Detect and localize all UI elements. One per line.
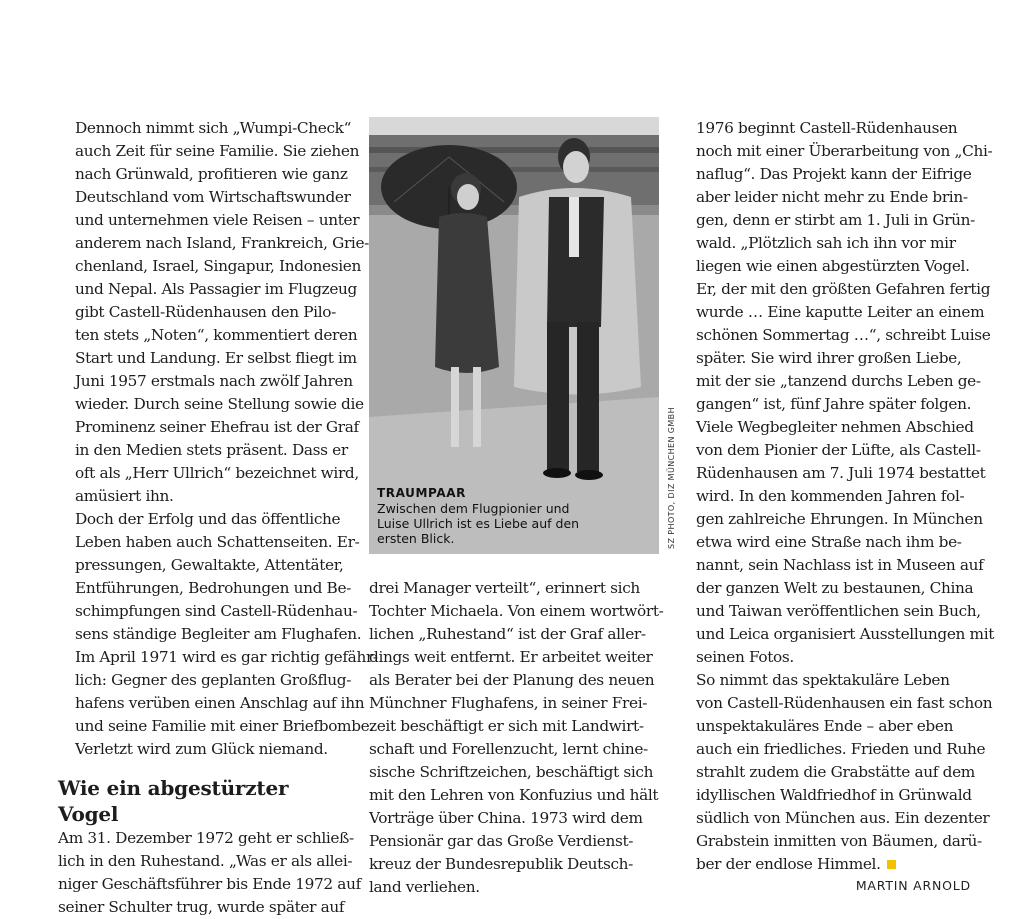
- article-photo: [369, 117, 659, 554]
- paragraph: [58, 117, 369, 508]
- text-line: gen, denn er stirbt am 1. Juli in Grün-: [696, 211, 976, 229]
- text-line: Er, der mit den größten Gefahren fertig: [696, 280, 991, 298]
- text-line: wird. In den kommenden Jahren fol-: [696, 487, 965, 505]
- text-line: strahlt zudem die Grabstätte auf dem: [696, 763, 975, 781]
- text-line: auch Zeit für seine Familie. Sie ziehen: [75, 142, 360, 160]
- paragraph: [58, 508, 378, 761]
- text-line: oft als „Herr Ullrich“ bezeichnet wird,: [75, 464, 359, 482]
- caption-text: Zwischen dem Flugpionier und Luise Ullrich ist es Liebe auf den ersten Blick.: [377, 501, 580, 546]
- text-line: lich: Gegner des geplanten Großflug-: [75, 671, 352, 689]
- text-line: südlich von München aus. Ein dezenter: [696, 809, 990, 827]
- text-line: der ganzen Welt zu bestaunen, China: [696, 579, 974, 597]
- text-line: mit der sie „tanzend durchs Leben ge-: [696, 372, 981, 390]
- text-line: ten stets „Noten“, kommentiert deren: [75, 326, 358, 344]
- text-line: gibt Castell-Rüdenhausen den Pilo-: [75, 303, 336, 321]
- text-line: von Castell-Rüdenhausen ein fast schon: [696, 694, 993, 712]
- text-line: Vorträge über China. 1973 wird dem: [369, 809, 643, 827]
- text-line: sische Schriftzeichen, beschäftigt sich: [369, 763, 654, 781]
- text-line: und unternehmen viele Reisen – unter: [75, 211, 360, 229]
- text-line: Viele Wegbegleiter nehmen Abschied: [696, 418, 974, 436]
- text-line: naflug“. Das Projekt kann der Eifrige: [696, 165, 972, 183]
- photo-credit: SZ PHOTO, DIZ MÜNCHEN GMBH: [667, 407, 676, 549]
- text-line: Rüdenhausen am 7. Juli 1974 bestattet: [696, 464, 986, 482]
- text-line: in den Medien stets präsent. Dass er: [75, 441, 348, 459]
- paragraph: [679, 117, 993, 416]
- photo-caption: [377, 486, 587, 546]
- text-line: Am 31. Dezember 1972 geht er schließ-: [58, 829, 354, 847]
- text-line: 1976 beginnt Castell-Rüdenhausen: [696, 119, 958, 137]
- text-line: von dem Pionier der Lüfte, als Castell-: [696, 441, 981, 459]
- text-line: Verletzt wird zum Glück niemand.: [75, 740, 328, 758]
- text-line: idyllischen Waldfriedhof in Grünwald: [696, 786, 972, 804]
- text-line: land verliehen.: [369, 878, 480, 896]
- text-line: amüsiert ihn.: [75, 487, 174, 505]
- text-line: und seine Familie mit einer Briefbombe.: [75, 717, 374, 735]
- text-line: zeit beschäftigt er sich mit Landwirt-: [369, 717, 644, 735]
- text-line: lichen „Ruhestand“ ist der Graf aller-: [369, 625, 646, 643]
- text-line: Im April 1971 wird es gar richtig gefähr-: [75, 648, 378, 666]
- article-column-2: [369, 577, 664, 899]
- text-line: später. Sie wird ihrer großen Liebe,: [696, 349, 962, 367]
- text-line: ber der endlose Himmel.: [679, 853, 971, 876]
- paragraph: [679, 416, 995, 669]
- text-line: und Taiwan veröffentlichen sein Buch,: [696, 602, 981, 620]
- text-line: niger Geschäftsführer bis Ende 1972 auf: [58, 875, 361, 893]
- text-line: und Leica organisiert Ausstellungen mit: [696, 625, 995, 643]
- text-line: dings weit entfernt. Er arbeitet weiter: [369, 648, 653, 666]
- text-line: Leben haben auch Schattenseiten. Er-: [75, 533, 360, 551]
- text-line: Doch der Erfolg und das öffentliche: [75, 510, 341, 528]
- text-line: Grabstein inmitten von Bäumen, darü-: [696, 832, 982, 850]
- text-line: wurde … Eine kaputte Leiter an einem: [696, 303, 985, 321]
- text-line: So nimmt das spektakuläre Leben: [696, 671, 950, 689]
- article-column-1: [58, 117, 378, 919]
- text-line: auch ein friedliches. Frieden und Ruhe: [696, 740, 986, 758]
- text-line: nach Grünwald, profitieren wie ganz: [75, 165, 348, 183]
- text-line: Tochter Michaela. Von einem wortwört-: [369, 602, 664, 620]
- text-line: seinen Fotos.: [696, 648, 794, 666]
- text-line: hafens verüben einen Anschlag auf ihn: [75, 694, 365, 712]
- text-line: als Berater bei der Planung des neuen: [369, 671, 655, 689]
- text-line: Entführungen, Bedrohungen und Be-: [75, 579, 351, 597]
- text-line: anderem nach Island, Frankreich, Grie-: [75, 234, 369, 252]
- text-line: kreuz der Bundesrepublik Deutsch-: [369, 855, 633, 873]
- text-line: pressungen, Gewaltakte, Attentäter,: [75, 556, 344, 574]
- end-mark-icon: [887, 860, 896, 869]
- text-line: Start und Landung. Er selbst fliegt im: [75, 349, 357, 367]
- text-line: sens ständige Begleiter am Flughafen.: [75, 625, 362, 643]
- caption-kicker: TRAUMPAAR: [377, 486, 466, 500]
- paragraph: [58, 827, 361, 919]
- text-line: etwa wird eine Straße nach ihm be-: [696, 533, 962, 551]
- text-line: gangen“ ist, fünf Jahre später folgen.: [696, 395, 972, 413]
- text-line: wald. „Plötzlich sah ich ihn vor mir: [696, 234, 956, 252]
- text-line: Deutschland vom Wirtschaftswunder: [75, 188, 351, 206]
- author-byline: MARTIN ARNOLD: [855, 878, 971, 893]
- text-line: chenland, Israel, Singapur, Indonesien: [75, 257, 361, 275]
- text-line: schaft und Forellenzucht, lernt chine-: [369, 740, 648, 758]
- paragraph: [679, 669, 993, 876]
- text-line: Münchner Flughafens, in seiner Frei-: [369, 694, 648, 712]
- text-line: seiner Schulter trug, wurde später auf: [58, 898, 345, 916]
- article-column-3: [679, 117, 995, 876]
- text-line: Dennoch nimmt sich „Wumpi-Check“: [75, 119, 352, 137]
- text-line: Pensionär gar das Große Verdienst-: [369, 832, 634, 850]
- text-line: schönen Sommertag …“, schreibt Luise: [696, 326, 991, 344]
- text-line: lich in den Ruhestand. „Was er als allei-: [58, 852, 353, 870]
- text-line: und Nepal. Als Passagier im Flugzeug: [75, 280, 357, 298]
- text-line: Prominenz seiner Ehefrau ist der Graf: [75, 418, 359, 436]
- paragraph: [369, 577, 664, 899]
- text-line: schimpfungen sind Castell-Rüdenhau-: [75, 602, 358, 620]
- text-line: Juni 1957 erstmals nach zwölf Jahren: [75, 372, 353, 390]
- text-line: noch mit einer Überarbeitung von „Chi-: [696, 142, 993, 160]
- text-line: drei Manager verteilt“, erinnert sich: [369, 579, 640, 597]
- text-line: nannt, sein Nachlass ist in Museen auf: [696, 556, 984, 574]
- text-line: wieder. Durch seine Stellung sowie die: [75, 395, 364, 413]
- section-heading: Wie ein abgestürzter Vogel: [58, 776, 289, 826]
- text-line: liegen wie einen abgestürzten Vogel.: [696, 257, 970, 275]
- text-line: mit den Lehren von Konfuzius und hält: [369, 786, 659, 804]
- text-line: aber leider nicht mehr zu Ende brin-: [696, 188, 968, 206]
- text-line: gen zahlreiche Ehrungen. In München: [696, 510, 983, 528]
- text-line: unspektakuläres Ende – aber eben: [696, 717, 954, 735]
